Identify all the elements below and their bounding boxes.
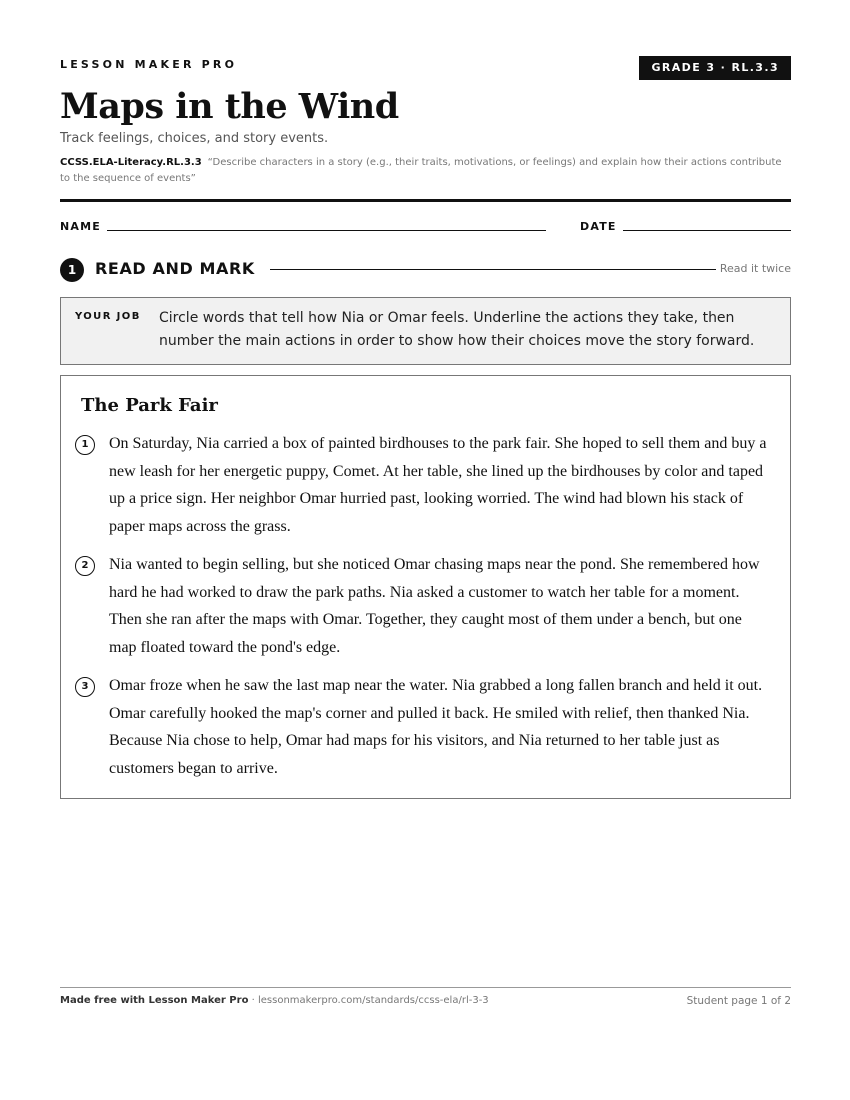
standard-text: “Describe characters in a story (e.g., their traits, motivations, or feelings) and explain how their actions contribute to the sequence of events” xyxy=(60,157,782,184)
grade-badge: GRADE 3 · RL.3.3 xyxy=(639,56,791,80)
name-field[interactable] xyxy=(107,230,546,231)
worksheet-subtitle: Track feelings, choices, and story events. xyxy=(60,131,329,146)
standard-description xyxy=(60,155,791,187)
section-divider xyxy=(270,269,716,270)
section-number-badge: 1 xyxy=(60,258,84,282)
paragraph-text: On Saturday, Nia carried a box of painted birdhouses to the park fair. She hoped to sell them and buy a new leash for her energetic puppy, Comet. At her table, she lined up the birdhouses by color and taped up a price sign. Her neighbor Omar hurried past, looking worried. The wind had blown his stack of paper maps across the grass. xyxy=(109,435,767,536)
brand-name: LESSON MAKER PRO xyxy=(60,58,238,71)
footer-divider xyxy=(60,987,791,988)
brand-row xyxy=(60,56,791,80)
name-date-row xyxy=(60,219,791,235)
worksheet-title: Maps in the Wind xyxy=(60,86,399,127)
section-note: Read it twice xyxy=(719,262,791,275)
section-title: READ AND MARK xyxy=(95,259,255,278)
paragraph-number-badge: 3 xyxy=(75,677,95,697)
story-paragraph-2 xyxy=(75,551,775,663)
footer xyxy=(60,995,791,1009)
story-paragraph-3 xyxy=(75,672,775,784)
paragraph-text: Nia wanted to begin selling, but she noticed Omar chasing maps near the pond. She remembered how hard he had worked to draw the park paths. Nia asked a customer to watch her table for a moment. Then she ran after the maps with Omar. Together, they caught most of them under a bench, but one map floated toward the pond's edge. xyxy=(109,556,760,657)
story-paragraph-1 xyxy=(75,430,775,542)
section-header xyxy=(60,258,791,282)
story-passage xyxy=(60,375,791,799)
instructions-box xyxy=(60,297,791,365)
date-label: DATE xyxy=(580,220,617,233)
footer-separator: · xyxy=(248,995,258,1006)
header-divider xyxy=(60,199,791,202)
standard-code: CCSS.ELA-Literacy.RL.3.3 xyxy=(60,157,202,168)
worksheet-page xyxy=(60,0,791,1100)
footer-url[interactable]: lessonmakerpro.com/standards/ccss-ela/rl-3-3 xyxy=(257,995,489,1006)
instructions-text: Circle words that tell how Nia or Omar feels. Underline the actions they take, then number the main actions in order to show how their choices move the story forward. xyxy=(159,310,755,349)
name-label: NAME xyxy=(60,220,101,233)
instructions-label: YOUR JOB xyxy=(75,311,141,322)
paragraph-text: Omar froze when he saw the last map near the water. Nia grabbed a long fallen branch and held it out. Omar carefully hooked the map's corner and pulled it back. He smiled with relief, then thanked Nia. Because Nia chose to help, Omar had maps for his visitors, and Nia returned to her table just as customers began to arrive. xyxy=(109,677,763,778)
paragraph-number-badge: 2 xyxy=(75,556,95,576)
paragraph-number-badge: 1 xyxy=(75,435,95,455)
footer-made-with: Made free with Lesson Maker Pro xyxy=(60,995,249,1006)
page-indicator: Student page 1 of 2 xyxy=(686,995,791,1007)
story-title: The Park Fair xyxy=(81,395,218,416)
date-field[interactable] xyxy=(623,230,791,231)
